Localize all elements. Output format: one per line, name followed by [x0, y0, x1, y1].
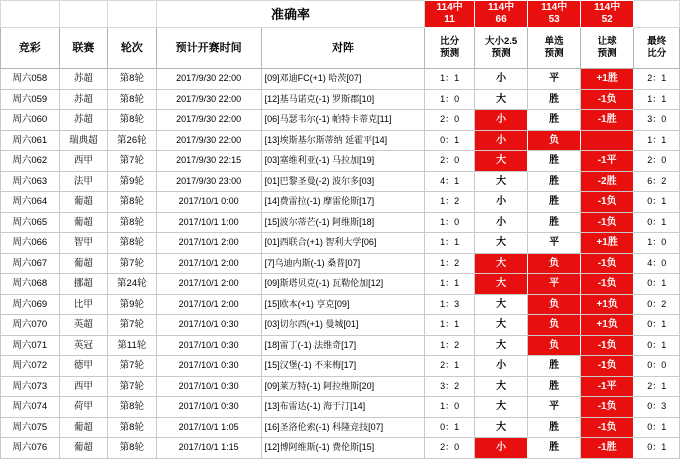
col-header-single-line1: 单选: [544, 36, 564, 47]
cell-time: 2017/10/1 2:00: [156, 253, 261, 274]
table-row[interactable]: [1, 110, 680, 131]
cell-time: 2017/10/1 1:05: [156, 417, 261, 438]
header-row-columns: [1, 28, 680, 69]
cell-handicap-forecast: -1平: [580, 376, 634, 397]
cell-date: 周六066: [1, 233, 60, 254]
cell-round: 第9轮: [108, 294, 156, 315]
cell-single-forecast: 负: [528, 130, 581, 151]
col-header-time: 预计开赛时间: [156, 28, 261, 69]
cell-handicap-forecast: -1负: [580, 417, 634, 438]
cell-handicap-forecast: [580, 130, 634, 151]
cell-date: 周六071: [1, 335, 60, 356]
cell-ou-forecast: 大: [474, 171, 528, 192]
cell-final-score: 3：0: [634, 110, 680, 131]
col-header-final-line1: 最终: [647, 36, 667, 47]
cell-handicap-forecast: -1胜: [580, 110, 634, 131]
cell-single-forecast: 胜: [528, 192, 581, 213]
cell-final-score: 1：1: [634, 89, 680, 110]
cell-single-forecast: 平: [528, 69, 581, 90]
cell-time: 2017/9/30 22:15: [156, 151, 261, 172]
cell-ou-forecast: 小: [474, 356, 528, 377]
cell-single-forecast: 平: [528, 397, 581, 418]
cell-match: [13]埃斯基尔斯蒂纳 延霍平[14]: [261, 130, 425, 151]
cell-score-forecast: 1：0: [425, 89, 475, 110]
header-spacer-1: [1, 1, 60, 28]
cell-single-forecast: 负: [528, 335, 581, 356]
table-row[interactable]: [1, 89, 680, 110]
cell-date: 周六067: [1, 253, 60, 274]
cell-league: 葡超: [59, 438, 107, 459]
cell-league: 苏超: [59, 69, 107, 90]
cell-single-forecast: 胜: [528, 110, 581, 131]
cell-league: 比甲: [59, 294, 107, 315]
cell-round: 第7轮: [108, 253, 156, 274]
table-row[interactable]: [1, 253, 680, 274]
cell-ou-forecast: 大: [474, 397, 528, 418]
cell-date: 周六075: [1, 417, 60, 438]
table-row[interactable]: [1, 212, 680, 233]
cell-ou-forecast: 小: [474, 438, 528, 459]
cell-score-forecast: 2：0: [425, 438, 475, 459]
stat-label-score: 114中: [436, 2, 463, 13]
cell-final-score: 0：1: [634, 335, 680, 356]
cell-date: 周六065: [1, 212, 60, 233]
cell-round: 第24轮: [108, 274, 156, 295]
cell-league: 苏超: [59, 89, 107, 110]
cell-match: [13]布雷达(-1) 海于汀[14]: [261, 397, 425, 418]
cell-handicap-forecast: -2胜: [580, 171, 634, 192]
table-row[interactable]: [1, 335, 680, 356]
cell-final-score: 0：0: [634, 356, 680, 377]
cell-handicap-forecast: -1负: [580, 356, 634, 377]
cell-match: [01]西联合(+1) 智利大学[06]: [261, 233, 425, 254]
header-row-stats: [1, 1, 680, 28]
cell-handicap-forecast: +1负: [580, 294, 634, 315]
stat-label-single: 114中: [541, 2, 568, 13]
cell-time: 2017/9/30 22:00: [156, 69, 261, 90]
stat-value-handicap: 52: [601, 14, 613, 25]
cell-round: 第8轮: [108, 212, 156, 233]
cell-match: [03]塞维利亚(-1) 马拉加[19]: [261, 151, 425, 172]
cell-final-score: 1：0: [634, 233, 680, 254]
cell-league: 挪超: [59, 274, 107, 295]
cell-match: [15]波尔蒂芒(-1) 阿维斯[18]: [261, 212, 425, 233]
cell-league: 英冠: [59, 335, 107, 356]
cell-league: 葡超: [59, 192, 107, 213]
col-header-final-line2: 比分: [647, 48, 667, 59]
cell-time: 2017/10/1 1:00: [156, 212, 261, 233]
cell-round: 第8轮: [108, 417, 156, 438]
table-row[interactable]: [1, 69, 680, 90]
cell-round: 第9轮: [108, 171, 156, 192]
cell-round: 第11轮: [108, 335, 156, 356]
cell-time: 2017/10/1 0:30: [156, 397, 261, 418]
cell-match: [09]斯塔贝克(-1) 瓦勒伦加[12]: [261, 274, 425, 295]
cell-match: [03]切尔西(+1) 曼城[01]: [261, 315, 425, 336]
cell-single-forecast: 胜: [528, 151, 581, 172]
cell-ou-forecast: 大: [474, 253, 528, 274]
cell-league: 西甲: [59, 376, 107, 397]
cell-handicap-forecast: -1负: [580, 274, 634, 295]
cell-final-score: 0：1: [634, 438, 680, 459]
cell-date: 周六069: [1, 294, 60, 315]
cell-final-score: 2：0: [634, 151, 680, 172]
table-header: [1, 1, 680, 69]
cell-final-score: 1：1: [634, 130, 680, 151]
cell-ou-forecast: 大: [474, 151, 528, 172]
cell-single-forecast: 胜: [528, 212, 581, 233]
stat-value-score: 11: [444, 14, 455, 25]
cell-round: 第8轮: [108, 438, 156, 459]
cell-league: 英超: [59, 315, 107, 336]
cell-score-forecast: 0：1: [425, 130, 475, 151]
cell-single-forecast: 胜: [528, 438, 581, 459]
cell-final-score: 0：1: [634, 212, 680, 233]
cell-round: 第7轮: [108, 376, 156, 397]
col-header-league: 联赛: [59, 28, 107, 69]
cell-ou-forecast: 大: [474, 233, 528, 254]
col-header-ou-line1: 大小2.5: [484, 36, 518, 47]
header-spacer-2: [59, 1, 107, 28]
cell-handicap-forecast: +1胜: [580, 233, 634, 254]
col-header-ou-line2: 预测: [491, 48, 511, 59]
cell-date: 周六058: [1, 69, 60, 90]
cell-round: 第8轮: [108, 69, 156, 90]
cell-final-score: 0：1: [634, 315, 680, 336]
header-spacer-4: [634, 1, 680, 28]
cell-time: 2017/10/1 0:30: [156, 356, 261, 377]
table-row[interactable]: [1, 356, 680, 377]
cell-league: 法甲: [59, 171, 107, 192]
col-header-score-forecast: [425, 28, 475, 69]
cell-single-forecast: 负: [528, 294, 581, 315]
cell-score-forecast: 4：1: [425, 171, 475, 192]
col-header-handicap-line2: 预测: [597, 48, 617, 59]
cell-time: 2017/10/1 1:15: [156, 438, 261, 459]
cell-time: 2017/10/1 0:30: [156, 376, 261, 397]
cell-date: 周六076: [1, 438, 60, 459]
col-header-score-line1: 比分: [440, 36, 460, 47]
cell-score-forecast: 2：0: [425, 110, 475, 131]
cell-score-forecast: 1：3: [425, 294, 475, 315]
cell-league: 葡超: [59, 253, 107, 274]
cell-date: 周六070: [1, 315, 60, 336]
cell-ou-forecast: 小: [474, 192, 528, 213]
cell-score-forecast: 1：0: [425, 397, 475, 418]
cell-final-score: 2：1: [634, 376, 680, 397]
stat-label-handicap: 114中: [594, 2, 621, 13]
cell-date: 周六061: [1, 130, 60, 151]
cell-score-forecast: 2：1: [425, 356, 475, 377]
cell-single-forecast: 负: [528, 315, 581, 336]
cell-ou-forecast: 小: [474, 130, 528, 151]
cell-ou-forecast: 大: [474, 89, 528, 110]
col-header-ou-forecast: [474, 28, 528, 69]
table-row[interactable]: [1, 397, 680, 418]
cell-score-forecast: 1：1: [425, 69, 475, 90]
cell-handicap-forecast: -1负: [580, 89, 634, 110]
table-row[interactable]: [1, 417, 680, 438]
cell-date: 周六074: [1, 397, 60, 418]
cell-ou-forecast: 大: [474, 335, 528, 356]
cell-date: 周六064: [1, 192, 60, 213]
cell-single-forecast: 平: [528, 274, 581, 295]
cell-score-forecast: 1：1: [425, 315, 475, 336]
cell-match: [7]乌迪内斯(-1) 桑普[07]: [261, 253, 425, 274]
cell-ou-forecast: 大: [474, 315, 528, 336]
cell-ou-forecast: 小: [474, 212, 528, 233]
header-spacer-3: [108, 1, 156, 28]
table-body: [1, 69, 680, 459]
stat-label-ou: 114中: [488, 2, 515, 13]
cell-round: 第8轮: [108, 89, 156, 110]
cell-single-forecast: 胜: [528, 376, 581, 397]
cell-match: [15]汉堡(-1) 不来梅[17]: [261, 356, 425, 377]
stat-badge-handicap: [580, 1, 634, 28]
col-header-handicap-line1: 让球: [597, 36, 617, 47]
col-header-handicap-forecast: [580, 28, 634, 69]
cell-round: 第8轮: [108, 110, 156, 131]
table-row[interactable]: [1, 274, 680, 295]
cell-handicap-forecast: -1平: [580, 151, 634, 172]
cell-handicap-forecast: -1负: [580, 192, 634, 213]
cell-match: [18]雷丁(-1) 法维奇[17]: [261, 335, 425, 356]
col-header-final-score: [634, 28, 680, 69]
cell-league: 苏超: [59, 110, 107, 131]
cell-handicap-forecast: -1负: [580, 253, 634, 274]
cell-time: 2017/10/1 2:00: [156, 233, 261, 254]
cell-date: 周六072: [1, 356, 60, 377]
stat-badge-ou: [474, 1, 528, 28]
cell-time: 2017/10/1 0:30: [156, 315, 261, 336]
cell-final-score: 0：1: [634, 417, 680, 438]
col-header-match: 对阵: [261, 28, 425, 69]
cell-single-forecast: 负: [528, 253, 581, 274]
cell-round: 第8轮: [108, 397, 156, 418]
page-title: 准确率: [156, 1, 425, 28]
cell-date: 周六059: [1, 89, 60, 110]
table-row[interactable]: [1, 130, 680, 151]
cell-ou-forecast: 大: [474, 417, 528, 438]
cell-ou-forecast: 大: [474, 376, 528, 397]
cell-round: 第7轮: [108, 356, 156, 377]
cell-ou-forecast: 大: [474, 274, 528, 295]
cell-handicap-forecast: -1负: [580, 335, 634, 356]
cell-single-forecast: 平: [528, 233, 581, 254]
cell-score-forecast: 3：2: [425, 376, 475, 397]
cell-match: [12]基马诺克(-1) 罗斯郡[10]: [261, 89, 425, 110]
cell-round: 第8轮: [108, 233, 156, 254]
cell-final-score: 0：2: [634, 294, 680, 315]
cell-time: 2017/9/30 22:00: [156, 89, 261, 110]
cell-league: 葡超: [59, 417, 107, 438]
col-header-single-forecast: [528, 28, 581, 69]
table-row[interactable]: [1, 192, 680, 213]
table-row[interactable]: [1, 294, 680, 315]
table-row[interactable]: [1, 171, 680, 192]
cell-score-forecast: 1：2: [425, 335, 475, 356]
cell-league: 葡超: [59, 212, 107, 233]
cell-score-forecast: 1：2: [425, 253, 475, 274]
cell-single-forecast: 胜: [528, 356, 581, 377]
cell-final-score: 0：3: [634, 397, 680, 418]
cell-final-score: 0：1: [634, 274, 680, 295]
cell-score-forecast: 0：1: [425, 417, 475, 438]
cell-league: 西甲: [59, 151, 107, 172]
stat-value-ou: 66: [495, 14, 507, 25]
cell-single-forecast: 胜: [528, 171, 581, 192]
cell-time: 2017/9/30 23:00: [156, 171, 261, 192]
cell-match: [01]巴黎圣曼(-2) 波尔多[03]: [261, 171, 425, 192]
cell-final-score: 0：1: [634, 192, 680, 213]
cell-league: 德甲: [59, 356, 107, 377]
table-row[interactable]: [1, 233, 680, 254]
cell-time: 2017/10/1 0:30: [156, 335, 261, 356]
cell-league: 瑞典超: [59, 130, 107, 151]
cell-match: [09]莱万特(-1) 阿拉维斯[20]: [261, 376, 425, 397]
cell-time: 2017/10/1 2:00: [156, 274, 261, 295]
cell-final-score: 4：0: [634, 253, 680, 274]
table-row[interactable]: [1, 438, 680, 459]
col-header-single-line2: 预测: [544, 48, 564, 59]
cell-match: [14]费雷拉(-1) 摩雷伦斯[17]: [261, 192, 425, 213]
cell-date: 周六063: [1, 171, 60, 192]
cell-match: [06]马瑟韦尔(-1) 帕特卡蒂克[11]: [261, 110, 425, 131]
col-header-jingcai: 竞彩: [1, 28, 60, 69]
cell-score-forecast: 1：0: [425, 212, 475, 233]
cell-round: 第8轮: [108, 192, 156, 213]
cell-match: [16]圣洛伦索(-1) 科隆竞技[07]: [261, 417, 425, 438]
cell-handicap-forecast: +1胜: [580, 69, 634, 90]
cell-final-score: 2：1: [634, 69, 680, 90]
col-header-score-line2: 预测: [440, 48, 460, 59]
stat-badge-single: [528, 1, 581, 28]
cell-round: 第7轮: [108, 315, 156, 336]
table-row[interactable]: [1, 376, 680, 397]
cell-final-score: 6：2: [634, 171, 680, 192]
cell-league: 荷甲: [59, 397, 107, 418]
cell-time: 2017/10/1 0:00: [156, 192, 261, 213]
cell-single-forecast: 胜: [528, 89, 581, 110]
cell-time: 2017/9/30 22:00: [156, 130, 261, 151]
cell-handicap-forecast: -1负: [580, 397, 634, 418]
cell-handicap-forecast: -1胜: [580, 438, 634, 459]
cell-score-forecast: 1：2: [425, 192, 475, 213]
stat-badge-score: [425, 1, 475, 28]
cell-date: 周六068: [1, 274, 60, 295]
col-header-round: 轮次: [108, 28, 156, 69]
stat-value-single: 53: [548, 14, 560, 25]
cell-round: 第26轮: [108, 130, 156, 151]
cell-score-forecast: 2：0: [425, 151, 475, 172]
cell-match: [12]博阿维斯(-1) 费伦斯[15]: [261, 438, 425, 459]
cell-handicap-forecast: +1负: [580, 315, 634, 336]
cell-date: 周六062: [1, 151, 60, 172]
cell-match: [09]邓迪FC(+1) 哈茨[07]: [261, 69, 425, 90]
cell-time: 2017/9/30 22:00: [156, 110, 261, 131]
cell-round: 第7轮: [108, 151, 156, 172]
cell-match: [15]欧本(+1) 亨克[09]: [261, 294, 425, 315]
cell-league: 智甲: [59, 233, 107, 254]
table-row[interactable]: [1, 315, 680, 336]
cell-score-forecast: 1：1: [425, 274, 475, 295]
table-row[interactable]: [1, 151, 680, 172]
cell-handicap-forecast: -1负: [580, 212, 634, 233]
cell-ou-forecast: 大: [474, 294, 528, 315]
cell-ou-forecast: 小: [474, 69, 528, 90]
cell-score-forecast: 1：1: [425, 233, 475, 254]
cell-date: 周六060: [1, 110, 60, 131]
cell-time: 2017/10/1 2:00: [156, 294, 261, 315]
cell-single-forecast: 胜: [528, 417, 581, 438]
cell-ou-forecast: 小: [474, 110, 528, 131]
cell-date: 周六073: [1, 376, 60, 397]
